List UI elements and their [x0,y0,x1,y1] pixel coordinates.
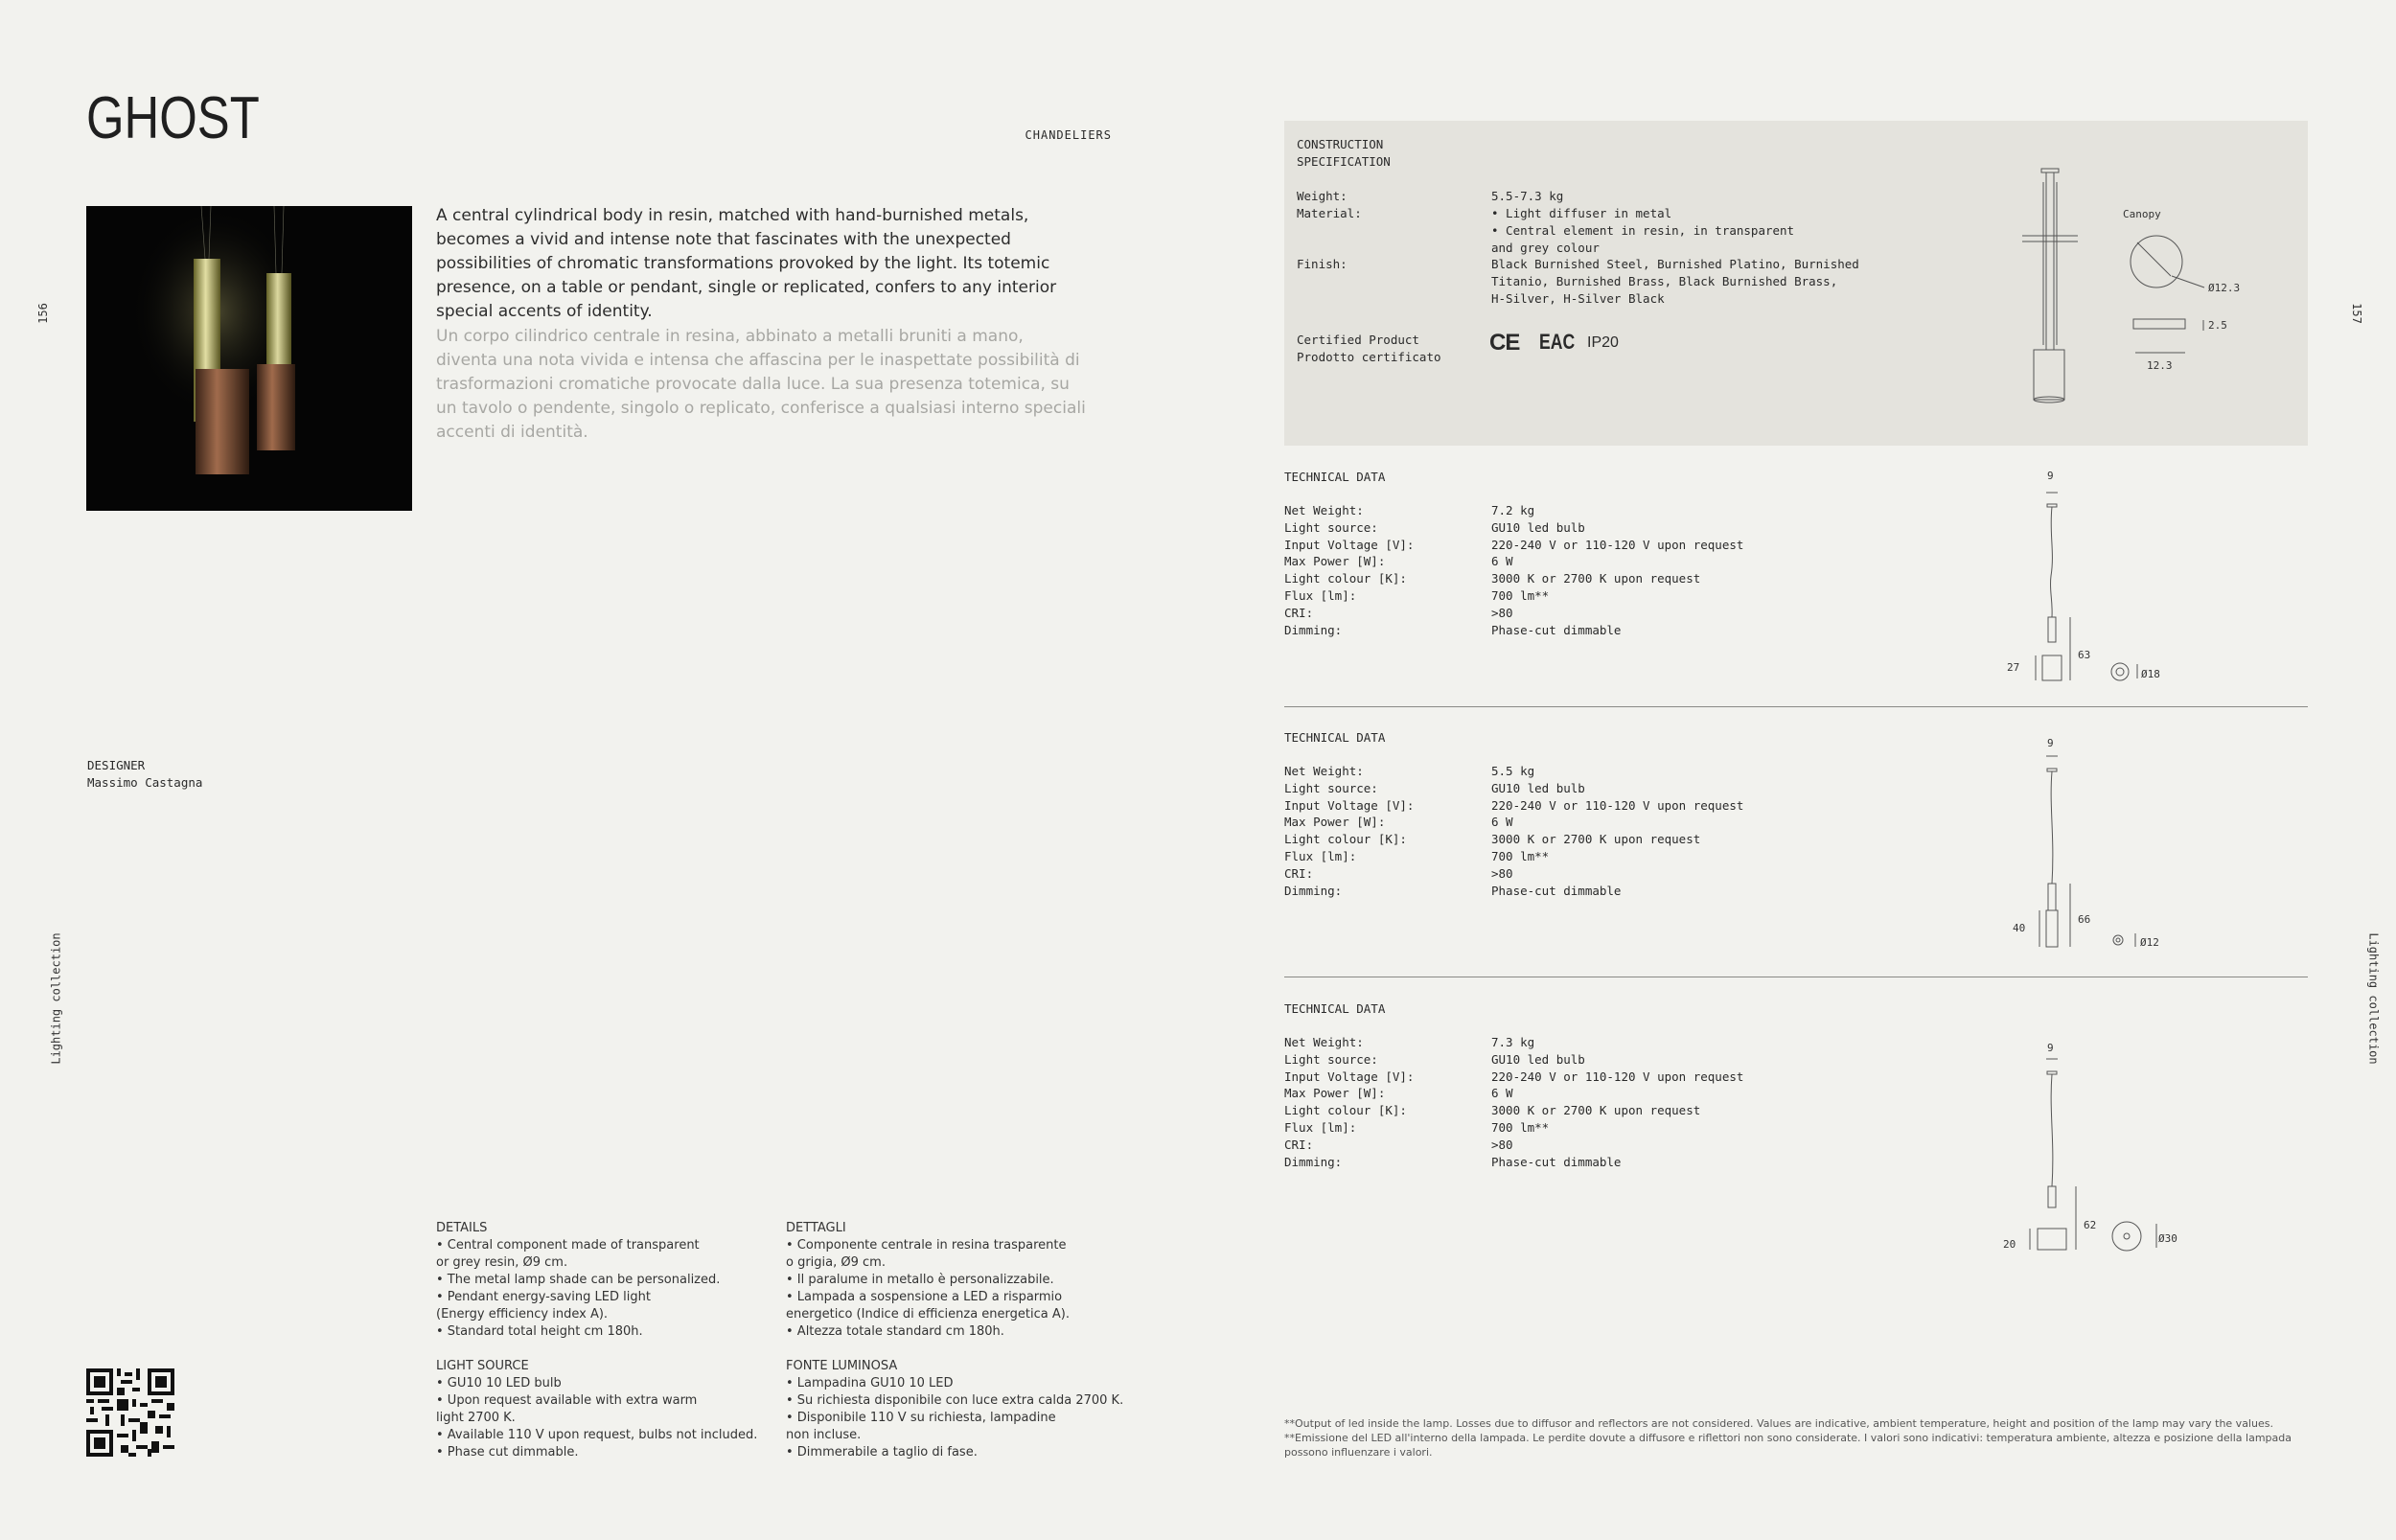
td-label: Max Power [W]: [1284,1086,1386,1101]
material-label: Material: [1297,206,1362,220]
td-value: >80 [1491,865,1513,881]
lamp-drawing-3 [1993,1035,2185,1255]
td-label: Light source: [1284,780,1378,795]
details-en [436,1220,772,1341]
td-value: 700 lm** [1491,587,1550,603]
details-it-line: energetico (Indice di efficienza energetica A). [786,1307,1070,1322]
td-value: GU10 led bulb [1491,780,1585,795]
light-source-it-heading: FONTE LUMINOSA [786,1359,898,1373]
td-label: Dimming: [1284,622,1343,637]
light-source-it-line: non incluse. [786,1428,862,1442]
light-source-it-line: • Lampadina GU10 10 LED [786,1376,954,1391]
material-value [1491,205,1794,256]
light-source-it-line: • Disponibile 110 V su richiesta, lampadine [786,1411,1056,1425]
finish-label: Finish: [1297,257,1348,271]
dim-top: 9 [2047,470,2054,482]
finish-line: H-Silver, H-Silver Black [1491,290,1665,306]
details-en-line: • Standard total height cm 180h. [436,1324,643,1339]
details-it-line: • Altezza totale standard cm 180h. [786,1324,1004,1339]
ip-rating: IP20 [1587,334,1619,351]
certified-label [1297,332,1441,366]
td-value: 220-240 V or 110-120 V upon request [1491,1069,1744,1084]
td-label: CRI: [1284,865,1314,881]
td-label: Input Voltage [V]: [1284,1069,1415,1084]
canopy-label: Canopy [2123,208,2161,220]
page-number-left: 156 [35,303,50,324]
designer-block [87,757,202,792]
td-value: GU10 led bulb [1491,519,1585,535]
finish-line: Black Burnished Steel, Burnished Platino, Burnished [1491,257,1859,271]
construction-heading-line: CONSTRUCTION [1297,137,1384,151]
finish-value [1491,256,1859,307]
details-en-line: • Central component made of transparent [436,1238,700,1253]
td-label: Flux [lm]: [1284,587,1357,603]
certified-line: Certified Product [1297,333,1419,347]
td-value: 700 lm** [1491,848,1550,863]
td-value: 700 lm** [1491,1119,1550,1135]
dim-width: 27 [2007,661,2020,674]
dim-diameter: Ø30 [2158,1232,2177,1245]
dim-width: 40 [2013,922,2026,934]
page-number-right: 157 [2349,303,2363,324]
light-source-en-line: • GU10 10 LED bulb [436,1376,562,1391]
dim-width: 20 [2003,1238,2016,1251]
td-value: Phase-cut dimmable [1491,1154,1622,1169]
footnote [1284,1416,2319,1460]
technical-data-values [1491,502,1875,638]
technical-data-labels [1284,502,1495,638]
construction-heading-line: SPECIFICATION [1297,153,1391,169]
td-value: >80 [1491,605,1513,620]
light-source-en-line: light 2700 K. [436,1411,516,1425]
td-label: Net Weight: [1284,503,1364,517]
side-label-right: Lighting collection [2366,932,2381,1065]
canopy-width: 12.3 [2147,359,2173,372]
details-en-line: (Energy efficiency index A). [436,1307,609,1322]
td-label: Dimming: [1284,883,1343,898]
category-label: CHANDELIERS [1025,128,1112,142]
details-it [786,1220,1131,1341]
td-value: 220-240 V or 110-120 V upon request [1491,537,1744,552]
ce-mark-icon: CE [1489,330,1520,356]
dim-diameter: Ø12 [2140,936,2159,949]
weight-value: 5.5-7.3 kg [1491,189,1564,203]
description-en: A central cylindrical body in resin, matched with hand-burnished metals, becomes a vivid and intense note that fascinates with the unexpected possibilities of chromatic transformations provoked by the light. Its totemic presence, on a table or pendant, single or replicated, confers to any interior special accents of identity. [436,206,1057,321]
side-label-left: Lighting collection [49,932,63,1065]
td-label: Max Power [W]: [1284,554,1386,569]
description-it: Un corpo cilindrico centrale in resina, abbinato a metalli bruniti a mano, diventa una nota vivida e intensa che affascina per le inaspettate possibilità di trasformazioni cromatiche provocate dalla luce. La sua presenza totemica, su un tavolo o pendente, singolo o replicato, conferisce a qualsiasi interno speciali accenti di identità. [436,327,1086,442]
dim-height: 62 [2084,1219,2097,1231]
td-label: Light source: [1284,1051,1378,1067]
finish-line: Titanio, Burnished Brass, Black Burnished Brass, [1491,273,1838,288]
technical-data-heading: TECHNICAL DATA [1284,730,1386,745]
td-value: Phase-cut dimmable [1491,622,1622,637]
light-source-it-line: • Dimmerabile a taglio di fase. [786,1445,978,1460]
td-value: 6 W [1491,554,1513,569]
details-it-line: • Il paralume in metallo è personalizzabile. [786,1273,1054,1287]
material-line: • Light diffuser in metal [1491,206,1672,220]
technical-data-heading: TECHNICAL DATA [1284,470,1386,484]
td-label: Dimming: [1284,1154,1343,1169]
qr-code[interactable] [86,1368,174,1457]
designer-label: DESIGNER [87,758,146,772]
details-it-heading: DETTAGLI [786,1221,846,1235]
td-label: Light colour [K]: [1284,1103,1407,1118]
dim-top: 9 [2047,1042,2054,1054]
details-en-heading: DETAILS [436,1221,488,1235]
light-source-en-heading: LIGHT SOURCE [436,1359,529,1373]
td-value: 6 W [1491,1086,1513,1101]
dim-diameter: Ø18 [2141,668,2160,680]
td-label: Max Power [W]: [1284,815,1386,830]
td-label: Light colour [K]: [1284,571,1407,586]
td-value: 5.5 kg [1491,764,1535,778]
lamp-drawing-2 [1993,730,2185,960]
details-en-line: or grey resin, Ø9 cm. [436,1255,568,1270]
details-it-line: • Componente centrale in resina trasparente [786,1238,1067,1253]
details-it-line: o grigia, Ø9 cm. [786,1255,886,1270]
light-source-it [786,1358,1140,1461]
technical-data-labels [1284,1034,1495,1170]
td-value: 3000 K or 2700 K upon request [1491,571,1701,586]
td-value: 6 W [1491,815,1513,830]
technical-data-values [1491,1034,1875,1170]
construction-heading [1297,136,1391,171]
construction-drawing [2003,163,2291,412]
dim-height: 63 [2078,649,2091,661]
td-value: Phase-cut dimmable [1491,883,1622,898]
td-value: GU10 led bulb [1491,1051,1585,1067]
canopy-diameter: Ø12.3 [2208,282,2241,294]
technical-data-heading: TECHNICAL DATA [1284,1001,1386,1016]
details-en-line: • The metal lamp shade can be personalized. [436,1273,721,1287]
td-label: CRI: [1284,605,1314,620]
material-line: and grey colour [1491,240,1600,255]
canopy-height: 2.5 [2208,319,2227,332]
light-source-en-line: • Upon request available with extra warm [436,1393,698,1408]
td-value: 3000 K or 2700 K upon request [1491,1103,1701,1118]
eac-mark-icon: EAC [1539,330,1576,354]
td-value: 7.3 kg [1491,1035,1535,1049]
details-en-line: • Pendant energy-saving LED light [436,1290,651,1304]
td-label: Light colour [K]: [1284,832,1407,847]
technical-data-labels [1284,763,1495,899]
dim-height: 66 [2078,913,2091,926]
td-label: Flux [lm]: [1284,1119,1357,1135]
product-photo [86,206,412,511]
lamp-drawing-1 [1993,466,2185,686]
td-value: 220-240 V or 110-120 V upon request [1491,797,1744,813]
page-title: GHOST [86,85,260,151]
td-label: Input Voltage [V]: [1284,797,1415,813]
certified-line: Prodotto certificato [1297,349,1441,364]
footnote-it: **Emissione del LED all'interno della lampada. Le perdite dovute a diffusore e riflettori non sono considerate. I valori sono indicativi: temperatura ambiente, altezza e posizione della lampada possono influenzare i valori. [1284,1432,2292,1459]
details-it-line: • Lampada a sospensione a LED a risparmio [786,1290,1063,1304]
designer-name: Massimo Castagna [87,775,203,790]
td-value: 7.2 kg [1491,503,1535,517]
td-value: 3000 K or 2700 K upon request [1491,832,1701,847]
weight-label: Weight: [1297,189,1348,203]
td-label: Light source: [1284,519,1378,535]
td-label: Input Voltage [V]: [1284,537,1415,552]
material-line: • Central element in resin, in transparent [1491,222,1795,238]
light-source-en [436,1358,772,1461]
dim-top: 9 [2047,737,2054,749]
td-label: CRI: [1284,1137,1314,1152]
light-source-it-line: • Su richiesta disponibile con luce extra calda 2700 K. [786,1393,1124,1408]
divider [1284,706,2308,707]
footnote-en: **Output of led inside the lamp. Losses due to diffusor and reflectors are not considered. Values are indicative, ambient temperature, height and position of the lamp may vary the values. [1284,1417,2273,1430]
td-label: Net Weight: [1284,1035,1364,1049]
light-source-en-line: • Available 110 V upon request, bulbs not included. [436,1428,758,1442]
td-label: Flux [lm]: [1284,848,1357,863]
light-source-en-line: • Phase cut dimmable. [436,1445,579,1460]
technical-data-values [1491,763,1875,899]
td-label: Net Weight: [1284,764,1364,778]
td-value: >80 [1491,1137,1513,1152]
